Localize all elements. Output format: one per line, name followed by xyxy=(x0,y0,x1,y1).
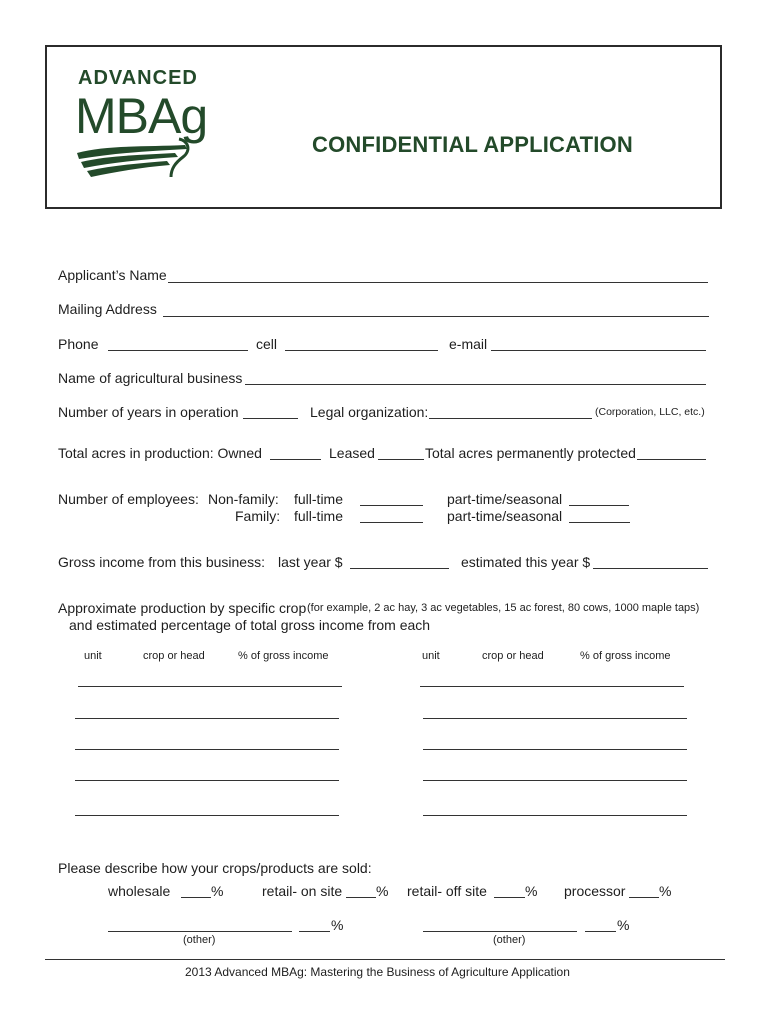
family-fulltime-label: full-time xyxy=(294,508,344,524)
applicant-name-field[interactable] xyxy=(168,282,708,283)
processor-label: processor xyxy=(564,883,626,899)
other-right-pct-field[interactable] xyxy=(585,931,616,932)
logo-advanced-text: ADVANCED xyxy=(78,67,198,89)
col-pct-right: % of gross income xyxy=(580,650,671,662)
years-operation-label: Number of years in operation xyxy=(58,404,239,420)
footer-text: 2013 Advanced MBAg: Mastering the Business of Agriculture Application xyxy=(185,965,570,979)
processor-field[interactable] xyxy=(629,897,659,898)
retail-off-label: retail- off site xyxy=(407,883,487,899)
family-parttime-field[interactable] xyxy=(569,522,630,523)
footer-divider xyxy=(45,959,725,960)
production-row-left[interactable] xyxy=(75,815,339,816)
retail-on-field[interactable] xyxy=(346,897,376,898)
col-crop-right: crop or head xyxy=(482,650,544,662)
email-label: e-mail xyxy=(449,336,488,352)
acres-owned-label: Total acres in production: Owned xyxy=(58,445,262,461)
col-unit-right: unit xyxy=(422,650,440,662)
processor-pct: % xyxy=(659,883,672,899)
wholesale-pct: % xyxy=(211,883,224,899)
acres-protected-field[interactable] xyxy=(637,459,706,460)
production-row-right[interactable] xyxy=(423,815,687,816)
logo-fields-icon xyxy=(75,135,195,180)
non-family-parttime-label: part-time/seasonal xyxy=(447,491,563,507)
other-right-label: (other) xyxy=(493,934,526,946)
production-row-left[interactable] xyxy=(78,686,342,687)
non-family-label: Non-family: xyxy=(208,491,279,507)
business-name-field[interactable] xyxy=(245,384,706,385)
other-left-label: (other) xyxy=(183,934,216,946)
other-right-field[interactable] xyxy=(423,931,577,932)
employees-label: Number of employees: xyxy=(58,491,199,507)
gross-income-label: Gross income from this business: xyxy=(58,554,265,570)
production-row-right[interactable] xyxy=(420,686,684,687)
acres-owned-field[interactable] xyxy=(270,459,321,460)
page-title: CONFIDENTIAL APPLICATION xyxy=(312,132,633,157)
email-field[interactable] xyxy=(491,350,706,351)
non-family-fulltime-field[interactable] xyxy=(360,505,423,506)
acres-protected-label: Total acres permanently protected xyxy=(425,445,636,461)
other-left-pct: % xyxy=(331,917,344,933)
last-year-field[interactable] xyxy=(350,568,449,569)
non-family-parttime-field[interactable] xyxy=(569,505,629,506)
family-fulltime-field[interactable] xyxy=(360,522,423,523)
estimated-field[interactable] xyxy=(593,568,708,569)
legal-org-field[interactable] xyxy=(429,418,592,419)
production-subheading: and estimated percentage of total gross income from each xyxy=(69,617,431,633)
other-left-pct-field[interactable] xyxy=(299,931,330,932)
other-right-pct: % xyxy=(617,917,630,933)
retail-on-label: retail- on site xyxy=(262,883,343,899)
sales-heading: Please describe how your crops/products are sold: xyxy=(58,860,372,876)
years-operation-field[interactable] xyxy=(243,418,298,419)
applicant-name-label: Applicant’s Name xyxy=(58,267,167,283)
business-name-label: Name of agricultural business xyxy=(58,370,243,386)
acres-leased-label: Leased xyxy=(329,445,375,461)
wholesale-label: wholesale xyxy=(108,883,171,899)
non-family-fulltime-label: full-time xyxy=(294,491,344,507)
header-box xyxy=(45,45,722,209)
retail-on-pct: % xyxy=(376,883,389,899)
mailing-address-label: Mailing Address xyxy=(58,301,157,317)
production-row-right[interactable] xyxy=(423,749,687,750)
estimated-label: estimated this year $ xyxy=(461,554,591,570)
production-row-right[interactable] xyxy=(423,780,687,781)
production-row-left[interactable] xyxy=(75,749,339,750)
production-example: (for example, 2 ac hay, 3 ac vegetables, 15 ac forest, 80 cows, 1000 maple taps) xyxy=(307,602,700,614)
mailing-address-field[interactable] xyxy=(163,316,709,317)
legal-org-label: Legal organization: xyxy=(310,404,429,420)
retail-off-field[interactable] xyxy=(494,897,525,898)
col-pct-left: % of gross income xyxy=(238,650,329,662)
wholesale-field[interactable] xyxy=(181,897,211,898)
production-heading: Approximate production by specific crop xyxy=(58,600,307,616)
logo-mbag-text: MBAg xyxy=(75,88,208,144)
production-row-right[interactable] xyxy=(423,718,687,719)
retail-off-pct: % xyxy=(525,883,538,899)
acres-leased-field[interactable] xyxy=(378,459,424,460)
family-label: Family: xyxy=(235,508,281,524)
other-left-field[interactable] xyxy=(108,931,292,932)
family-parttime-label: part-time/seasonal xyxy=(447,508,563,524)
legal-org-hint: (Corporation, LLC, etc.) xyxy=(595,406,705,418)
phone-label: Phone xyxy=(58,336,99,352)
production-row-left[interactable] xyxy=(75,780,339,781)
last-year-label: last year $ xyxy=(278,554,343,570)
phone-field[interactable] xyxy=(108,350,248,351)
cell-label: cell xyxy=(256,336,278,352)
col-unit-left: unit xyxy=(84,650,102,662)
col-crop-left: crop or head xyxy=(143,650,205,662)
production-row-left[interactable] xyxy=(75,718,339,719)
cell-field[interactable] xyxy=(285,350,438,351)
